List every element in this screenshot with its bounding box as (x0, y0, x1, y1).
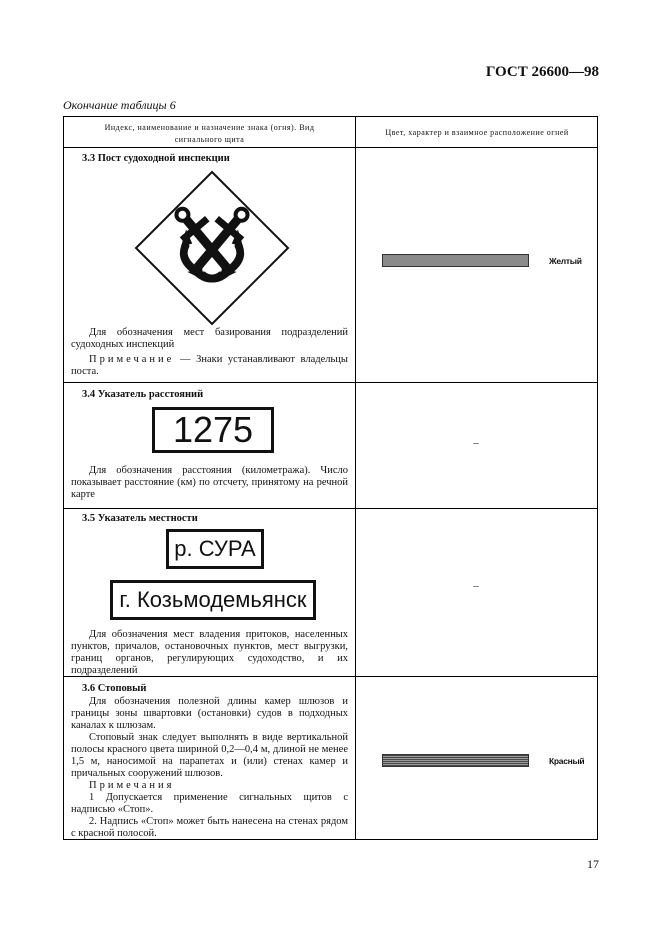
row-description: Для обозначения полезной длины камер шлюзов и границы зоны швартовки (остановки) судов в подходных каналах к шлюзам. Стоповый знак следует выполнять в виде вертикальной полосы красного цвета шириной 0,2—0,4 м, длиной не менее 1,5 м, наносимой на парапетах и (или) стенах камер и причальных сооружений шлюзов. Примечания 1 Допускается применение сигнальных щитов с надписью «Стоп». 2. Надпись «Стоп» может быть нанесена на стенах рядом с красной полосой. (71, 696, 348, 839)
row-title: 3.5 Указатель местности (82, 513, 198, 524)
col2-header: Цвет, характер и взаимное расположение огней (385, 128, 569, 137)
col1-header: Индекс, наименование и назначение знака (огня). Вид сигнального щита (104, 123, 315, 144)
row-title: 3.4 Указатель расстояний (82, 389, 204, 400)
light-label: Красный (549, 756, 585, 766)
light-label: Желтый (549, 256, 582, 266)
row-title: 3.6 Стоповый (82, 683, 147, 694)
row-description: Для обозначения мест владения притоков, населенных пунктов, причалов, остановочных пунктов, мест выгрузки, границ органов, регулирующих судоходство, и их подразделений (71, 629, 348, 676)
row-description: Для обозначения мест базирования подразделений судоходных инспекций Примечание — Знаки устанавливают владельцы поста. (71, 327, 348, 377)
row-title: 3.3 Пост судоходной инспекции (82, 153, 230, 164)
town-sign: г. Козьмодемьянск (110, 580, 316, 620)
row-description: Для обозначения расстояния (километража). Число показывает расстояние (км) по отсчету, принятому на речной карте (71, 465, 348, 500)
no-light: – (473, 437, 479, 449)
no-light: – (473, 580, 479, 592)
yellow-light-bar (382, 254, 529, 267)
table-caption: Окончание таблицы 6 (63, 98, 176, 112)
river-sign: р. СУРА (166, 529, 264, 569)
distance-sign: 1275 (152, 407, 274, 453)
standard-header: ГОСТ 26600—98 (485, 64, 599, 80)
signs-table (63, 116, 598, 840)
page-number: 17 (587, 857, 599, 871)
anchor-sign (134, 170, 290, 326)
red-light-bar (382, 754, 529, 767)
